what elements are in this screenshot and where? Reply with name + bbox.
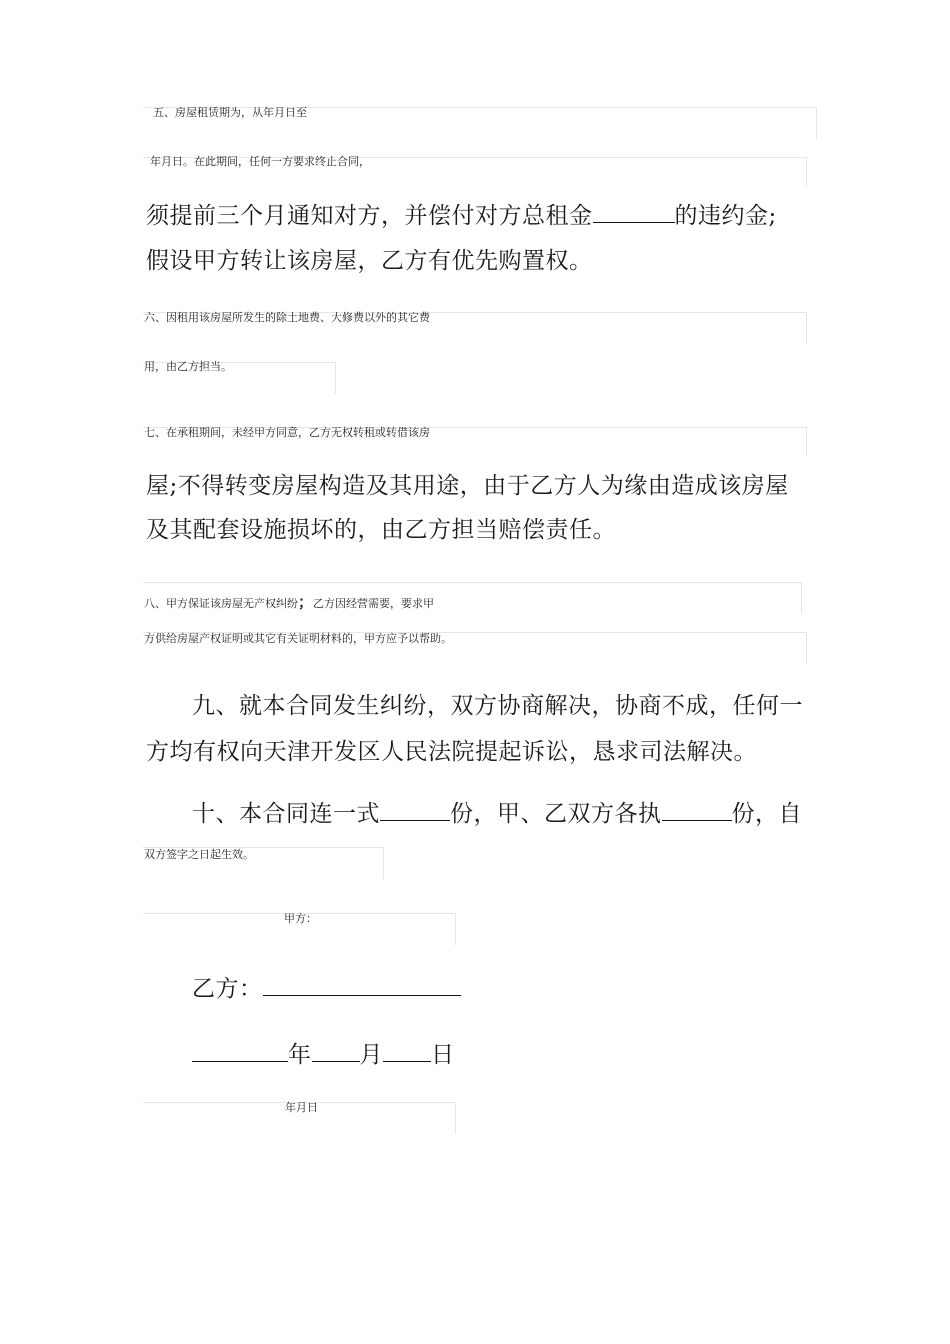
month-blank [312,1039,360,1062]
day-blank [383,1039,431,1062]
clause5-line4: 假设甲方转让该房屋，乙方有优先购置权。 [146,248,593,274]
penalty-blank [593,200,675,223]
clause8-line2: 方供给房屋产权证明或其它有关证明材料的，甲方应予以帮助。 [144,632,452,645]
clause10-text-2: 份，甲、乙双方各执 [450,801,662,827]
clause10-text-3: 份，自 [731,801,802,827]
clause7-line2: 屋;不得转变房屋构造及其用途，由于乙方人为缘由造成该房屋 [146,473,789,499]
party-b-label: 乙方： [192,976,263,1002]
clause8-separator: ； [298,593,314,611]
clause6-line2: 用，由乙方担当。 [144,360,232,373]
clause7-line3: 及其配套设施损坏的，由乙方担当赔偿责任。 [146,517,616,543]
clause6-line1: 六、因租用该房屋所发生的除土地费、大修费以外的其它费 [144,311,430,324]
clause7-line1: 七、在承租期间，未经甲方同意，乙方无权转租或转借该房 [144,426,430,439]
date-line [192,1039,455,1070]
month-label: 月 [359,1042,383,1068]
copies-total-blank [380,798,450,821]
copies-each-blank [662,798,732,821]
year-blank [192,1039,288,1062]
clause8-line1-text-a: 八、甲方保证该房屋无产权纠纷 [144,597,298,610]
clause5-line3-text-b: 的违约金; [674,203,777,229]
clause10-text-1: 十、本合同连一式 [192,801,380,827]
clause5-line3-text-a: 须提前三个月通知对方，并偿付对方总租金 [146,203,593,229]
party-a-label: 甲方： [284,912,317,925]
clause5-line3 [146,200,777,231]
clause5-line2: 年月日。在此期间，任何一方要求终止合同， [150,155,370,168]
clause10-line1 [192,798,802,829]
party-b-line [192,973,461,1004]
year-label: 年 [288,1042,312,1068]
clause5-line1: 五、房屋租赁期为，从年月日至 [153,106,307,119]
clause8-line1-text-b: 乙方因经营需要，要求甲 [313,597,435,610]
clause10-line2: 双方签字之日起生效。 [144,848,254,861]
clause8-line1 [144,595,434,611]
day-label: 日 [431,1042,455,1068]
clause9-line1: 九、就本合同发生纠纷，双方协商解决，协商不成，任何一 [192,693,803,719]
clause9-line2: 方均有权向天津开发区人民法院提起诉讼，恳求司法解决。 [146,739,757,765]
date-small: 年月日 [285,1101,318,1114]
party-b-signature-blank [263,973,461,996]
